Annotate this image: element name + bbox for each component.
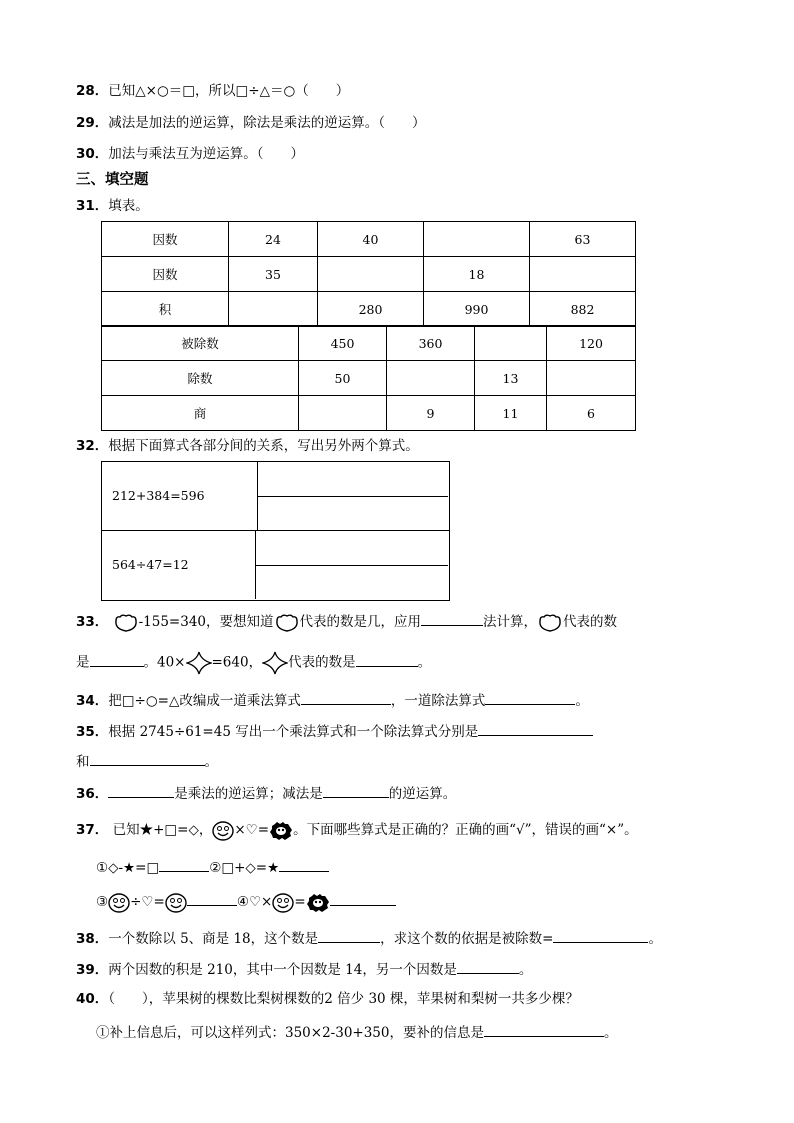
table-cell[interactable] <box>530 257 636 292</box>
table-cell: 积 <box>102 292 229 327</box>
spiky-blob-icon <box>306 893 330 913</box>
question-39 <box>76 959 532 980</box>
question-text: 加法与乘法互为逆运算。（ ） <box>108 146 305 162</box>
text-segment: 和 <box>76 754 90 770</box>
text-segment: 。 <box>204 754 218 770</box>
table-cell[interactable] <box>299 396 387 431</box>
answer-blank[interactable] <box>457 959 519 974</box>
question-number: 34． <box>76 693 109 709</box>
text-segment: 把□÷○=△改编成一道乘法算式 <box>108 693 301 709</box>
table-cell: 11 <box>475 396 547 431</box>
text-segment: （ ），苹果树的棵数比梨树棵数的2 倍少 30 棵，苹果树和梨树一共多少棵？ <box>108 991 579 1007</box>
question-32 <box>76 436 419 456</box>
question-28 <box>76 81 349 101</box>
text-segment: 两个因数的积是 210，其中一个因数是 14，另一个因数是 <box>108 962 457 978</box>
question-35-line1 <box>76 721 593 742</box>
equation-box <box>101 461 450 601</box>
question-number: 37． <box>76 822 109 838</box>
option-4: ④♡× <box>236 894 273 910</box>
answer-blank[interactable] <box>478 721 593 736</box>
question-37 <box>76 820 638 841</box>
text-segment: 。 <box>518 962 533 978</box>
answer-blank[interactable] <box>187 891 237 906</box>
table-cell: 6 <box>547 396 636 431</box>
text-segment: 。 <box>417 654 432 671</box>
text-segment: 。40× <box>143 654 186 671</box>
table-cell: 除数 <box>102 361 299 396</box>
table-cell: 120 <box>547 326 636 361</box>
text-segment: 已知★+□=◇， <box>112 822 213 838</box>
text-segment: =640， <box>211 654 263 671</box>
question-31 <box>76 196 149 216</box>
spiky-blob-icon <box>269 821 293 841</box>
answer-blank[interactable] <box>484 1022 604 1037</box>
four-point-star-icon <box>262 651 288 675</box>
text-segment: ÷♡= <box>130 894 165 910</box>
text-segment: -155=340，要想知道 <box>138 614 274 630</box>
question-number: 33． <box>76 614 109 630</box>
four-point-star-icon <box>186 651 212 675</box>
table-cell: 40 <box>318 222 424 257</box>
question-36 <box>76 783 456 804</box>
text-segment: ①补上信息后，可以这样列式：350×2-30+350，要补的信息是 <box>96 1025 484 1041</box>
answer-blank[interactable] <box>90 751 205 766</box>
question-text: 减法是加法的逆运算，除法是乘法的逆运算。（ ） <box>108 115 426 131</box>
table-cell: 商 <box>102 396 299 431</box>
answer-line[interactable] <box>257 496 448 497</box>
answer-blank[interactable] <box>356 652 418 667</box>
table-cell[interactable] <box>547 361 636 396</box>
equation-division: 564÷47=12 <box>112 557 189 572</box>
table-cell: 450 <box>299 326 387 361</box>
section-heading-fill-in: 三、填空题 <box>76 172 149 188</box>
question-number: 35． <box>76 724 109 740</box>
text-segment: 一个数除以 5、商是 18，这个数是 <box>108 931 319 947</box>
question-number: 32． <box>76 438 109 454</box>
text-segment: 根据 2745÷61=45 写出一个乘法算式和一个除法算式分别是 <box>108 724 479 740</box>
table-cell: 63 <box>530 222 636 257</box>
question-text: 已知△×○＝□，所以□÷△＝○（ ） <box>108 83 350 99</box>
table-cell: 50 <box>299 361 387 396</box>
text-segment: 代表的数 <box>563 614 618 630</box>
text-segment: ，求这个数的依据是被除数= <box>380 931 554 947</box>
text-segment: 的逆运算。 <box>388 786 457 802</box>
smiley-face-icon <box>108 893 130 913</box>
question-number: 29． <box>76 115 109 131</box>
text-segment: 法计算， <box>483 614 538 630</box>
table-cell[interactable] <box>387 361 475 396</box>
table-cell: 360 <box>387 326 475 361</box>
text-segment: 是乘法的逆运算；减法是 <box>174 786 323 802</box>
answer-blank[interactable] <box>90 652 144 667</box>
question-37-options-row2 <box>96 891 396 913</box>
table-cell: 280 <box>318 292 424 327</box>
question-37-options-row1 <box>96 857 329 878</box>
table-cell: 13 <box>475 361 547 396</box>
text-segment: 。下面哪些算式是正确的？正确的画“√”，错误的画“×”。 <box>293 822 638 838</box>
text-segment: 。 <box>648 931 662 947</box>
divider <box>101 530 449 531</box>
question-text: 填表。 <box>108 198 149 214</box>
question-number: 30． <box>76 146 109 162</box>
factor-product-table <box>101 221 636 327</box>
cloud-shape-icon <box>113 613 139 633</box>
table-cell: 18 <box>424 257 530 292</box>
text-segment: 。 <box>575 693 589 709</box>
division-table <box>101 325 636 431</box>
question-text: 根据下面算式各部分间的关系，写出另外两个算式。 <box>108 438 419 454</box>
smiley-face-icon <box>212 821 234 841</box>
question-40 <box>76 989 579 1009</box>
text-segment: = <box>294 894 306 910</box>
question-34 <box>76 690 589 711</box>
smiley-face-icon <box>165 893 187 913</box>
answer-blank[interactable] <box>553 928 648 943</box>
smiley-face-icon <box>272 893 294 913</box>
question-number: 40． <box>76 991 109 1007</box>
table-cell: 9 <box>387 396 475 431</box>
answer-line[interactable] <box>255 565 448 566</box>
table-cell: 被除数 <box>102 326 299 361</box>
table-cell: 882 <box>530 292 636 327</box>
question-35-line2 <box>76 751 218 772</box>
question-38 <box>76 928 662 949</box>
table-cell[interactable] <box>424 222 530 257</box>
equation-addition: 212+384=596 <box>112 488 205 503</box>
text-segment: 是 <box>76 654 90 671</box>
answer-blank[interactable] <box>301 690 391 705</box>
table-cell: 因数 <box>102 222 229 257</box>
table-cell: 990 <box>424 292 530 327</box>
text-segment: 。 <box>604 1025 618 1041</box>
option-2: ②□+◇=★ <box>209 860 280 876</box>
answer-blank[interactable] <box>159 857 209 872</box>
answer-blank[interactable] <box>485 690 575 705</box>
answer-blank[interactable] <box>279 857 329 872</box>
question-number: 31． <box>76 198 109 214</box>
question-number: 36． <box>76 786 109 802</box>
text-segment: 代表的数是 <box>288 654 356 671</box>
text-segment: 代表的数是几，应用 <box>299 614 422 630</box>
table-cell: 35 <box>229 257 318 292</box>
answer-blank[interactable] <box>323 783 389 798</box>
question-33-line1 <box>76 611 617 633</box>
question-number: 28． <box>76 83 109 99</box>
answer-blank[interactable] <box>108 783 174 798</box>
option-3: ③ <box>96 894 109 910</box>
question-33-line2 <box>76 651 431 675</box>
table-cell[interactable] <box>229 292 318 327</box>
question-29 <box>76 113 426 133</box>
cloud-shape-icon <box>274 613 300 633</box>
answer-blank[interactable] <box>318 928 380 943</box>
question-30 <box>76 144 304 164</box>
table-cell: 因数 <box>102 257 229 292</box>
table-cell[interactable] <box>318 257 424 292</box>
text-segment: ×♡= <box>234 822 270 838</box>
table-cell[interactable] <box>475 326 547 361</box>
answer-blank[interactable] <box>421 611 483 626</box>
table-cell: 24 <box>229 222 318 257</box>
question-number: 39． <box>76 962 109 978</box>
answer-blank[interactable] <box>330 891 396 906</box>
question-number: 38． <box>76 931 109 947</box>
cloud-shape-icon <box>537 613 563 633</box>
option-1: ①◇-★=□ <box>96 860 160 876</box>
text-segment: ，一道除法算式 <box>390 693 486 709</box>
question-40-part1 <box>96 1022 618 1043</box>
